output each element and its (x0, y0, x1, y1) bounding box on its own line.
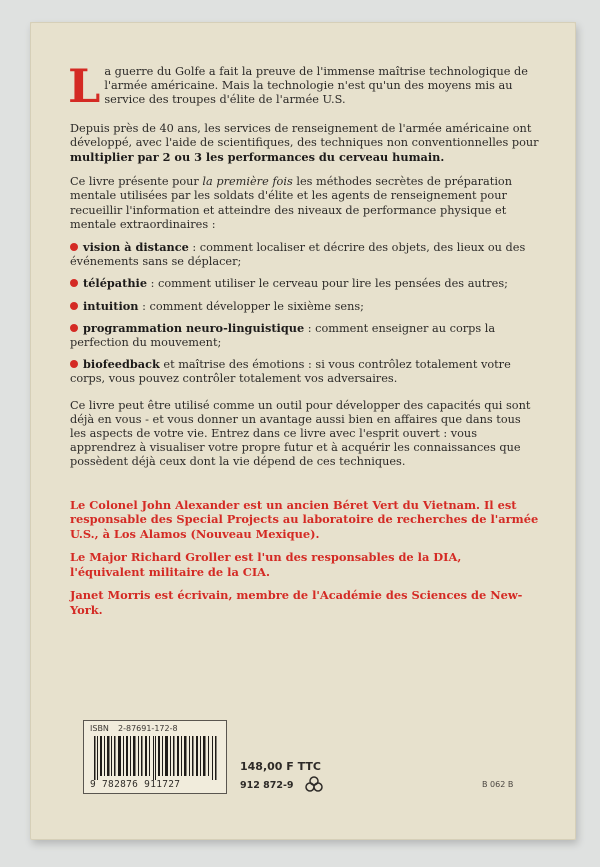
list-desc: : comment développer le sixième sens; (138, 299, 364, 313)
presentation-pre: Ce livre présente pour (70, 175, 203, 189)
red-bullet-icon (70, 302, 78, 310)
list-term: biofeedback (83, 357, 160, 372)
author-bio: Le Major Richard Groller est l'un des responsables de la DIA, l'équivalent militaire de la CIA. (70, 550, 462, 579)
book-presentation-paragraph (70, 175, 540, 232)
usage-paragraph: Ce livre peut être utilisé comme un outil pour développer des capacités qui sont déjà en vous - et vous donner un avantage aussi bien en affaires que dans tous les aspects de votre vie. Entrez dans ce livre avec l'esprit ouvert : vous apprendrez à visualiser votre propre futur et à acquérir les connaissances que possèdent déjà ceux dont la vie dépend de ces techniques. (70, 398, 531, 469)
author-bio: Janet Morris est écrivain, membre de l'Académie des Sciences de New-York. (70, 588, 523, 617)
barcode-digits: 9 782876 911727 (90, 779, 181, 790)
isbn-label: ISBN (90, 724, 109, 733)
list-item (70, 276, 540, 291)
methods-paragraph (70, 122, 540, 166)
back-cover-text (68, 59, 540, 626)
intro-text: a guerre du Golfe a fait la preuve de l'immense maîtrise technologique de l'armée américaine. Mais la technologie n'est qu'un des moyens mis au service des troupes d'élite de l'armée U.S. (104, 65, 528, 107)
list-term: intuition (83, 298, 139, 313)
list-item (70, 299, 540, 314)
publisher-logo-icon (304, 774, 324, 794)
intro-paragraph (68, 59, 540, 113)
product-code: 912 872-9 (240, 780, 294, 791)
list-desc: : comment utiliser le cerveau pour lire les pensées des autres; (147, 277, 508, 291)
list-desc: : comment enseigner au corps la perfection du mouvement; (70, 321, 496, 350)
methods-highlight: multiplier par 2 ou 3 les performances du cerveau humain. (70, 150, 445, 165)
red-bullet-icon (70, 243, 78, 251)
list-item (70, 321, 540, 350)
isbn-barcode (83, 720, 227, 794)
presentation-italic: la première fois (202, 175, 293, 189)
list-item (70, 240, 540, 269)
author-bios (70, 498, 540, 618)
price-label: 148,00 F TTC (240, 760, 321, 773)
presentation-post: les méthodes secrètes de préparation mentale utilisées par les soldats d'élite et les agents de renseignement pour recueillir l'information et atteindre des niveaux de performance physique et mentale extraordinaires : (70, 175, 513, 231)
red-bullet-icon (70, 279, 78, 287)
reference-code: B 062 B (482, 780, 514, 789)
red-bullet-icon (70, 324, 78, 332)
list-term: télépathie (83, 276, 148, 291)
list-term: programmation neuro-linguistique (83, 320, 305, 335)
techniques-list (70, 240, 540, 387)
list-desc: et maîtrise des émotions : si vous contrôlez totalement votre corps, vous pouvez contrôler totalement vos adversaires. (70, 358, 511, 386)
list-term: vision à distance (83, 240, 189, 255)
isbn-number: 2-87691-172-8 (118, 724, 178, 733)
barcode-bars (92, 736, 218, 780)
red-bullet-icon (70, 360, 78, 368)
list-item (70, 357, 540, 386)
list-desc: : comment localiser et décrire des objets, des lieux ou des événements sans se déplacer; (70, 241, 526, 269)
drop-cap: L (68, 59, 101, 113)
methods-text: Depuis près de 40 ans, les services de renseignement de l'armée américaine ont développé, avec l'aide de scientifiques, des techniques non conventionnelles pour (70, 121, 539, 149)
author-bio: Le Colonel John Alexander est un ancien Béret Vert du Vietnam. Il est responsable des Special Projects au laboratoire de recherches de l'armée U.S., à Los Alamos (Nouveau Mexique). (70, 497, 539, 541)
